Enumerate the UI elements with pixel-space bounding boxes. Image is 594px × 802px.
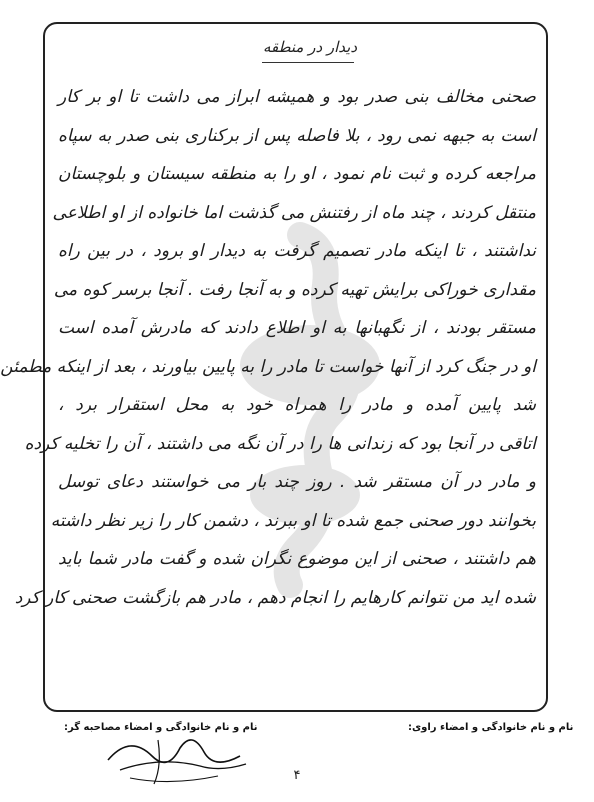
handwritten-line: شده اید من نتوانم کارهایم را انجام دهم ، مادر هم بازگشت صحنی کار کرد xyxy=(14,587,536,608)
handwritten-line: و مادر در آن مستقر شد . روز چند بار می خواستند دعای توسل xyxy=(58,472,536,492)
page-number: ۴ xyxy=(293,768,301,783)
page-title: دیدار در منطقه xyxy=(262,38,358,56)
handwritten-line: منتقل کردند ، چند ماه از رفتنش می گذشت اما خانواده از او اطلاعی xyxy=(52,202,536,223)
handwritten-line: صحنی مخالف بنی صدر بود و همیشه ابراز می داشت تا او بر کار xyxy=(58,87,536,107)
handwritten-line: مستقر بودند ، از نگهبانها به او اطلاع دادند که مادرش آمده است xyxy=(58,318,536,338)
handwritten-line: اتاقی در آنجا بود که زندانی ها را در آن نگه می داشتند ، آن را تخلیه کرده xyxy=(24,433,536,454)
handwritten-line: مراجعه کرده و ثبت نام نمود ، او را به منطقه سیستان و بلوچستان xyxy=(58,164,536,184)
interviewer-signature-label: نام و نام خانوادگی و امضاء مصاحبه گر: xyxy=(64,722,258,733)
handwritten-line: شد پایین آمده و مادر را همراه خود به محل استقرار برد ، xyxy=(58,395,536,415)
narrator-signature-label: نام و نام خانوادگی و امضاء راوی: xyxy=(408,722,574,733)
handwritten-line: مقداری خوراکی برایش تهیه کرده و به آنجا رفت . آنجا برسر کوه می xyxy=(53,279,536,300)
handwritten-line: هم داشتند ، صحنی از این موضوع نگران شده و گفت مادر شما باید xyxy=(58,549,536,569)
handwritten-line: بخوانند دور صحنی جمع شده تا او ببرند ، دشمن کار را زیر نظر داشته xyxy=(50,510,536,531)
handwritten-line: نداشتند ، تا اینکه مادر تصمیم گرفت به دیدار او برود ، در بین راه xyxy=(58,241,536,261)
title-underline xyxy=(262,62,354,63)
interviewer-signature xyxy=(100,726,250,788)
handwritten-line: است به جبهه نمی رود ، بلا فاصله پس از برکناری بنی صدر به سپاه xyxy=(58,125,536,146)
handwritten-body xyxy=(0,78,536,617)
handwritten-line: او در جنگ کرد از آنها خواست تا مادر را به پایین بیاورند ، بعد از اینکه مطمئن xyxy=(0,356,536,377)
